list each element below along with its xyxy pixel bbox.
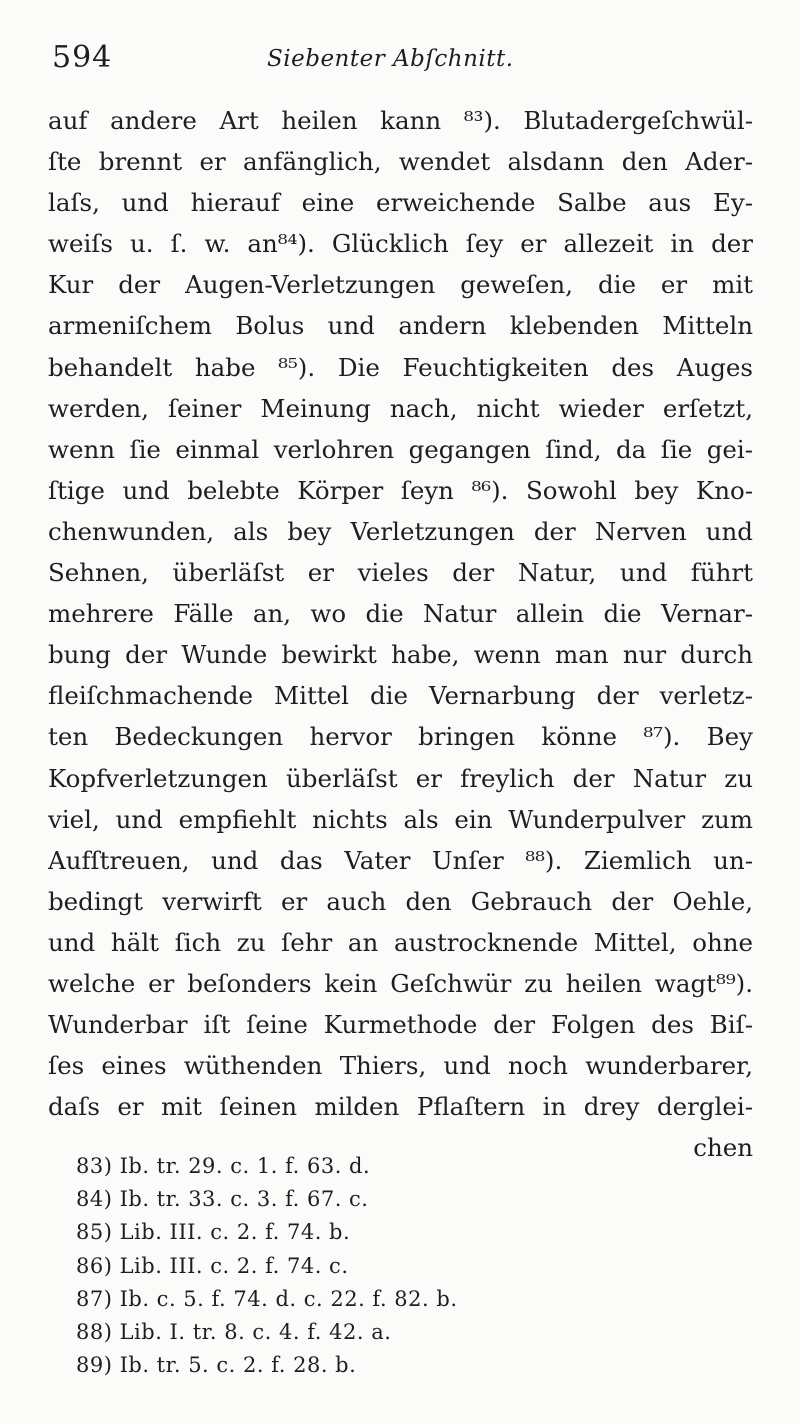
text-line: ſes eines wüthenden Thiers, und noch wunderbarer, bbox=[48, 1051, 753, 1081]
text-line: bedingt verwirft er auch den Gebrauch der Oehle, bbox=[48, 886, 753, 916]
text-line: behandelt habe ⁸⁵). Die Feuchtigkeiten des Auges bbox=[48, 352, 753, 382]
footnote: 87) Ib. c. 5. f. 74. d. c. 22. f. 82. b. bbox=[76, 1286, 458, 1311]
footnote: 89) Ib. tr. 5. c. 2. f. 28. b. bbox=[76, 1353, 357, 1378]
text-line: welche er beſonders kein Geſchwür zu heilen wagt⁸⁹). bbox=[48, 968, 753, 998]
text-line: chenwunden, als bey Verletzungen der Nerven und bbox=[48, 516, 753, 546]
footnote: 83) Ib. tr. 29. c. 1. f. 63. d. bbox=[76, 1154, 371, 1178]
text-line: ſte brennt er anfänglich, wendet alsdann den Ader- bbox=[48, 147, 753, 177]
page-header bbox=[52, 40, 752, 84]
footnote: 86) Lib. III. c. 2. f. 74. c. bbox=[76, 1253, 349, 1278]
text-line: laſs, und hierauf eine erweichende Salbe aus Ey- bbox=[48, 188, 753, 218]
text-line: ſtige und belebte Körper ſeyn ⁸⁶). Sowohl bey Kno- bbox=[48, 475, 753, 505]
running-head: Siebenter Abſchnitt. bbox=[267, 46, 514, 72]
catchword: chen bbox=[693, 1133, 753, 1163]
text-line: wenn ſie einmal verlohren gegangen ſind, da ſie gei- bbox=[48, 434, 753, 464]
text-line: Kur der Augen-Verletzungen geweſen, die er mit bbox=[48, 270, 753, 300]
page-number: 594 bbox=[52, 40, 113, 75]
text-line: Wunderbar iſt ſeine Kurmethode der Folgen des Biſ- bbox=[48, 1010, 753, 1040]
text-line: Aufſtreuen, und das Vater Unſer ⁸⁸). Ziemlich un- bbox=[48, 845, 753, 875]
text-line: daſs er mit ſeinen milden Pflaſtern in drey derglei- bbox=[48, 1092, 753, 1122]
footnote: 85) Lib. III. c. 2. f. 74. b. bbox=[76, 1220, 351, 1245]
body-text bbox=[48, 100, 753, 1168]
text-line: viel, und empfiehlt nichts als ein Wunderpulver zum bbox=[48, 804, 753, 834]
text-line: werden, ſeiner Meinung nach, nicht wieder erſetzt, bbox=[48, 393, 753, 423]
text-line: ten Bedeckungen hervor bringen könne ⁸⁷). Bey bbox=[48, 722, 753, 752]
text-line: mehrere Fälle an, wo die Natur allein die Vernar- bbox=[48, 599, 753, 629]
text-line: bung der Wunde bewirkt habe, wenn man nur durch bbox=[48, 640, 753, 670]
footnote: 84) Ib. tr. 33. c. 3. f. 67. c. bbox=[76, 1187, 369, 1212]
text-line: fleiſchmachende Mittel die Vernarbung der verletz- bbox=[48, 681, 753, 711]
text-line: Sehnen, überläſst er vieles der Natur, und führt bbox=[48, 558, 753, 588]
text-line: armeniſchem Bolus und andern klebenden Mitteln bbox=[48, 311, 753, 341]
text-line: Kopfverletzungen überläſst er freylich der Natur zu bbox=[48, 763, 753, 793]
footnote: 88) Lib. I. tr. 8. c. 4. f. 42. a. bbox=[76, 1319, 392, 1344]
footnotes bbox=[76, 1150, 596, 1382]
text-line: weiſs u. ſ. w. an⁸⁴). Glücklich ſey er allezeit in der bbox=[48, 229, 753, 259]
text-line: auf andere Art heilen kann ⁸³). Blutadergeſchwül- bbox=[48, 106, 753, 135]
text-line: und hält ſich zu ſehr an austrocknende Mittel, ohne bbox=[48, 927, 753, 957]
